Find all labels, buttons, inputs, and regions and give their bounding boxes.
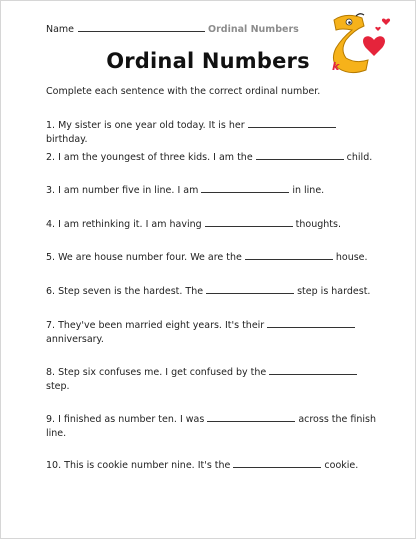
question-number: 2.: [46, 152, 59, 163]
question-text-before: I am number five in line. I am: [58, 185, 199, 196]
question-text-before: I am rethinking it. I am having: [58, 219, 202, 230]
question-text-after: in line.: [292, 185, 325, 196]
question-text-after: across the finish line.: [46, 414, 377, 439]
question-text-after: house.: [335, 252, 368, 263]
question-number: 8.: [46, 367, 59, 378]
answer-blank[interactable]: [269, 365, 357, 375]
answer-blank[interactable]: [267, 318, 355, 328]
question-2: [46, 150, 376, 165]
question-number: 10.: [46, 460, 65, 471]
svg-text:k: k: [332, 60, 340, 73]
question-text-before: They've been married eight years. It's their: [58, 320, 265, 331]
question-10: [46, 458, 376, 473]
question-text-before: Step six confuses me. I get confused by the: [58, 367, 267, 378]
answer-blank[interactable]: [245, 250, 333, 260]
question-4: [46, 217, 376, 232]
instructions: Complete each sentence with the correct ordinal number.: [46, 86, 321, 97]
k5-mascot-logo-icon: [316, 10, 396, 76]
answer-blank[interactable]: [207, 412, 295, 422]
answer-blank[interactable]: [206, 284, 294, 294]
question-text-after: birthday.: [46, 134, 88, 145]
question-number: 9.: [46, 414, 59, 425]
name-row: [46, 23, 306, 35]
question-7: [46, 318, 376, 347]
answer-blank[interactable]: [248, 118, 336, 128]
answer-blank[interactable]: [256, 150, 344, 160]
question-3: [46, 183, 376, 198]
question-number: 6.: [46, 286, 59, 297]
question-number: 1.: [46, 120, 59, 131]
question-text-after: thoughts.: [295, 219, 341, 230]
name-label: Name: [46, 24, 75, 35]
question-text-after: anniversary.: [46, 334, 104, 345]
question-text-before: We are house number four. We are the: [58, 252, 242, 263]
answer-blank[interactable]: [201, 183, 289, 193]
question-text-before: I am the youngest of three kids. I am the: [58, 152, 253, 163]
question-number: 4.: [46, 219, 59, 230]
worksheet-tag: Ordinal Numbers: [208, 24, 299, 35]
question-text-before: I finished as number ten. I was: [58, 414, 205, 425]
question-1: [46, 118, 376, 147]
question-9: [46, 412, 376, 441]
question-8: [46, 365, 376, 394]
question-5: [46, 250, 376, 265]
question-text-after: step is hardest.: [297, 286, 371, 297]
answer-blank[interactable]: [233, 458, 321, 468]
question-text-after: child.: [346, 152, 373, 163]
page-title: Ordinal Numbers: [106, 49, 310, 73]
question-number: 5.: [46, 252, 59, 263]
question-text-after: step.: [46, 381, 70, 392]
question-number: 7.: [46, 320, 59, 331]
question-text-after: cookie.: [324, 460, 359, 471]
name-field[interactable]: [78, 23, 205, 32]
question-text-before: This is cookie number nine. It's the: [64, 460, 231, 471]
question-text-before: My sister is one year old today. It is her: [58, 120, 245, 131]
question-text-before: Step seven is the hardest. The: [58, 286, 204, 297]
question-6: [46, 284, 376, 299]
answer-blank[interactable]: [205, 217, 293, 227]
question-number: 3.: [46, 185, 59, 196]
